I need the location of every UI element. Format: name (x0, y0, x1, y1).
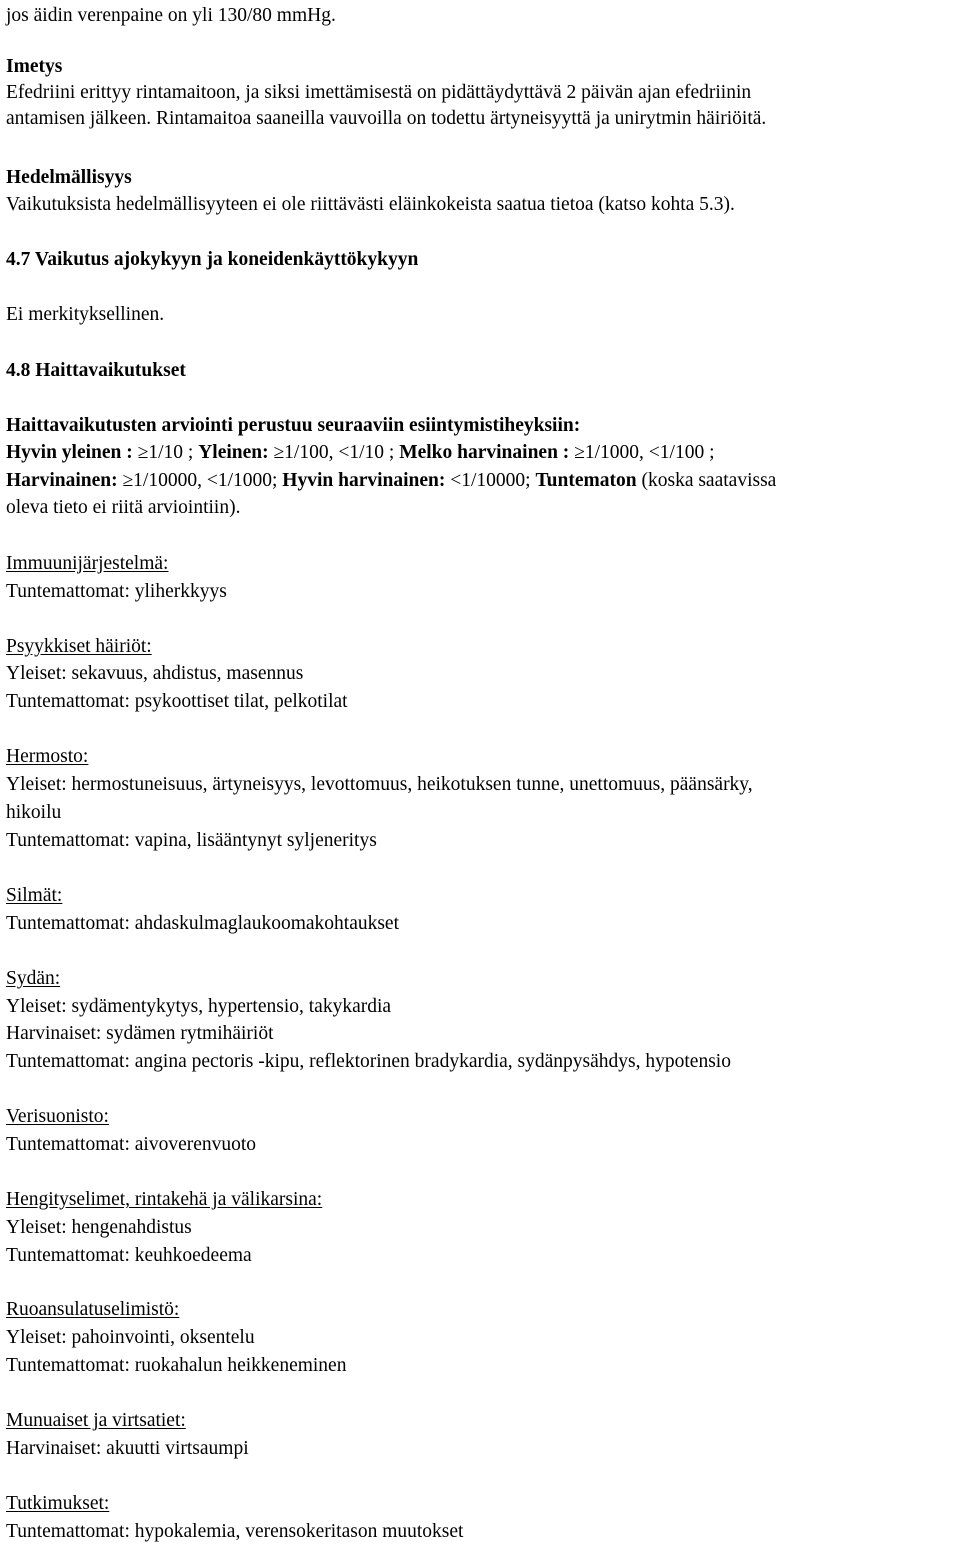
freq-rare-value: ≥1/10000, <1/1000; (117, 470, 283, 491)
silmat-heading: Silmät: (6, 885, 63, 906)
freq-very-rare-value: <1/10000; (445, 470, 536, 491)
immuuni-heading: Immuunijärjestelmä: (6, 553, 169, 574)
psyykkiset-heading: Psyykkiset häiriöt: (6, 636, 152, 657)
tutkimukset-heading: Tutkimukset: (6, 1493, 110, 1514)
frequency-line-3: oleva tieto ei riitä arviointiin). (6, 497, 241, 518)
frequency-line-2 (6, 469, 776, 493)
immuuni-line-1: Tuntemattomat: yliherkkyys (6, 581, 227, 602)
freq-rare-label: Harvinainen: (6, 470, 118, 491)
sydan-heading: Sydän: (6, 968, 61, 989)
ruoansulatus-line-2: Tuntemattomat: ruokahalun heikkeneminen (6, 1355, 347, 1376)
hermosto-heading: Hermosto: (6, 746, 89, 767)
tutkimukset-line-1: Tuntemattomat: hypokalemia, verensokeritason muutokset (6, 1521, 464, 1542)
sydan-line-1: Yleiset: sydämentykytys, hypertensio, takykardia (6, 996, 392, 1017)
hermosto-line-1: Yleiset: hermostuneisuus, ärtyneisyys, levottomuus, heikotuksen tunne, unettomuus, päänsärky, (6, 774, 753, 795)
freq-unknown-value: (koska saatavissa (636, 470, 777, 491)
psyykkiset-line-2: Tuntemattomat: psykoottiset tilat, pelkotilat (6, 691, 348, 712)
hengitys-heading: Hengityselimet, rintakehä ja välikarsina: (6, 1189, 323, 1210)
psyykkiset-line-1: Yleiset: sekavuus, ahdistus, masennus (6, 663, 304, 684)
hedelmallisyys-heading: Hedelmällisyys (6, 167, 132, 188)
freq-common-label: Yleinen: (198, 442, 269, 463)
hengitys-line-1: Yleiset: hengenahdistus (6, 1217, 192, 1238)
imetys-line-2: antamisen jälkeen. Rintamaitoa saaneilla vauvoilla on todettu ärtyneisyyttä ja unirytmin häiriöitä. (6, 108, 767, 129)
munuaiset-line-1: Harvinaiset: akuutti virtsaumpi (6, 1438, 249, 1459)
hermosto-line-3: Tuntemattomat: vapina, lisääntynyt syljeneritys (6, 830, 377, 851)
freq-unknown-label: Tuntematon (535, 470, 637, 491)
freq-very-rare-label: Hyvin harvinainen: (282, 470, 446, 491)
section-4-7-heading: 4.7 Vaikutus ajokykyyn ja koneidenkäyttökykyyn (6, 249, 419, 270)
freq-very-common-label: Hyvin yleinen : (6, 442, 133, 463)
frequency-line-1 (6, 441, 714, 465)
section-4-8-heading: 4.8 Haittavaikutukset (6, 360, 186, 381)
sydan-line-2: Harvinaiset: sydämen rytmihäiriöt (6, 1023, 274, 1044)
freq-uncommon-label: Melko harvinainen : (399, 442, 570, 463)
ruoansulatus-line-1: Yleiset: pahoinvointi, oksentelu (6, 1327, 255, 1348)
verisuonisto-heading: Verisuonisto: (6, 1106, 109, 1127)
sydan-line-3: Tuntemattomat: angina pectoris -kipu, reflektorinen bradykardia, sydänpysähdys, hypotensio (6, 1051, 731, 1072)
munuaiset-heading: Munuaiset ja virtsatiet: (6, 1410, 186, 1431)
freq-very-common-value: ≥1/10 ; (132, 442, 199, 463)
section-4-7-text: Ei merkityksellinen. (6, 304, 165, 325)
imetys-heading: Imetys (6, 56, 63, 77)
freq-uncommon-value: ≥1/1000, <1/100 ; (569, 442, 715, 463)
ruoansulatus-heading: Ruoansulatuselimistö: (6, 1299, 180, 1320)
intro-text: jos äidin verenpaine on yli 130/80 mmHg. (6, 5, 336, 26)
imetys-line-1: Efedriini erittyy rintamaitoon, ja siksi imettämisestä on pidättäydyttävä 2 päivän ajan efedriinin (6, 82, 752, 103)
freq-common-value: ≥1/100, <1/10 ; (268, 442, 400, 463)
hengitys-line-2: Tuntemattomat: keuhkoedeema (6, 1245, 252, 1266)
silmat-line-1: Tuntemattomat: ahdaskulmaglaukoomakohtaukset (6, 913, 400, 934)
verisuonisto-line-1: Tuntemattomat: aivoverenvuoto (6, 1134, 257, 1155)
frequency-intro: Haittavaikutusten arviointi perustuu seuraaviin esiintymistiheyksiin: (6, 415, 581, 436)
hermosto-line-2: hikoilu (6, 802, 62, 823)
hedelmallisyys-line-1: Vaikutuksista hedelmällisyyteen ei ole riittävästi eläinkokeista saatua tietoa (katso kohta 5.3). (6, 194, 735, 215)
